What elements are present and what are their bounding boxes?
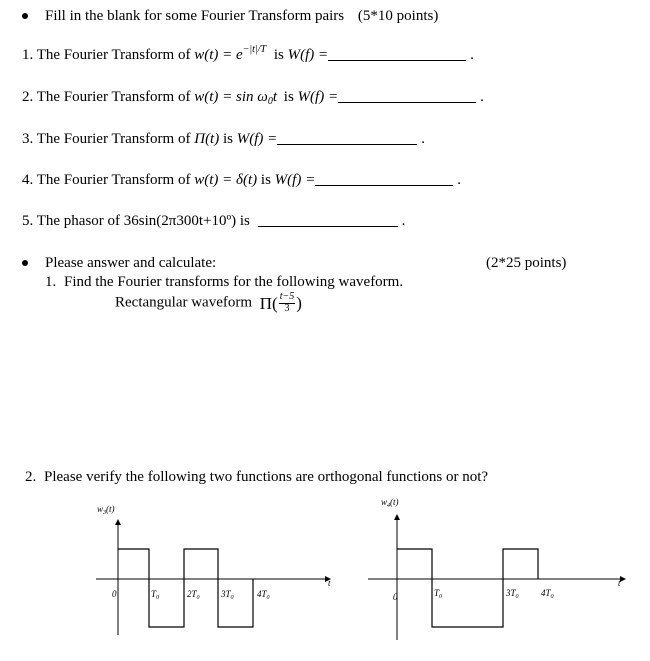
q2-is: is [283,89,294,105]
pi-close-paren: ) [296,293,302,313]
q5-text: The phasor of 36sin(2π300t+10º) is [36,213,250,229]
q3-lhs: Π(t) [194,131,220,147]
w3-tick-4T0: $4T_0$ [257,589,270,601]
w3-tick-T0: $T_0$ [151,589,160,601]
q1-rhs: W(f) = [287,47,329,63]
q1-lhs: w(t) = e [194,47,243,63]
q5-number: 5. [22,213,34,229]
part2-points: (2*25 points) [486,255,567,271]
w3-tick-2T0: $2T_0$ [187,589,200,601]
p2q2-text: Please verify the following two functions are orthogonal functions or not? [44,469,489,485]
pi-function: Π( [259,293,278,313]
rect-waveform-label: Rectangular waveform [115,294,253,311]
w3-waveform [118,549,253,627]
q3-is: is [222,131,233,147]
q4-is: is [260,172,271,188]
graph-w4 [368,497,625,640]
w3-t-label: t [328,578,331,588]
q1-exponent: −|t|/T [242,44,267,55]
part1-header-text: Fill in the blank for some Fourier Transform pairs [45,8,345,24]
q3-rhs: W(f) = [236,131,278,147]
q1-lead: The Fourier Transform of [36,47,191,63]
q4-lead: The Fourier Transform of [36,172,191,188]
q4-number: 4. [22,172,34,188]
p2q1-number: 1. [45,274,57,290]
w3-tick-0: 0 [112,589,117,599]
q1-number: 1. [22,47,34,63]
q3-number: 3. [22,131,34,147]
q2-lhs: w(t) = sin ω [194,89,268,105]
q2-lhs-tail: t [272,89,278,105]
q2-lead: The Fourier Transform of [36,89,191,105]
w3-ylabel: $w_3(t)$ [97,504,115,516]
graph-w3 [96,504,331,635]
w4-tick-0: 0 [393,592,398,602]
part1-points: (5*10 points) [357,8,439,24]
q1-is: is [273,47,284,63]
w4-waveform [397,549,538,627]
q2-number: 2. [22,89,34,105]
w4-t-label: t [618,578,621,588]
q2-period: . [480,89,484,105]
q5-period: . [401,213,406,229]
q4-rhs: W(f) = [274,172,316,188]
q3-lead: The Fourier Transform of [36,131,191,147]
p2q1-text: Find the Fourier transforms for the following waveform. [64,274,404,290]
w3-tick-3T0: $3T_0$ [221,589,234,601]
w4-ylabel: $w_4(t)$ [381,497,399,509]
part2-header: Please answer and calculate: [45,255,217,271]
fraction-numerator: t−5 [279,291,295,302]
fraction-denominator: 3 [284,302,290,314]
p2q2-number: 2. [25,469,37,485]
q4-lhs: w(t) = δ(t) [194,172,258,188]
w4-tick-3T0: $3T_0$ [506,588,519,600]
w4-tick-4T0: $4T_0$ [541,588,554,600]
w4-tick-T0: $T_0$ [434,588,443,600]
q1-period: . [470,47,474,63]
q2-subscript: 0 [267,96,273,107]
q3-period: . [421,131,426,147]
q4-period: . [457,172,461,188]
q2-rhs: W(f) = [297,89,339,105]
